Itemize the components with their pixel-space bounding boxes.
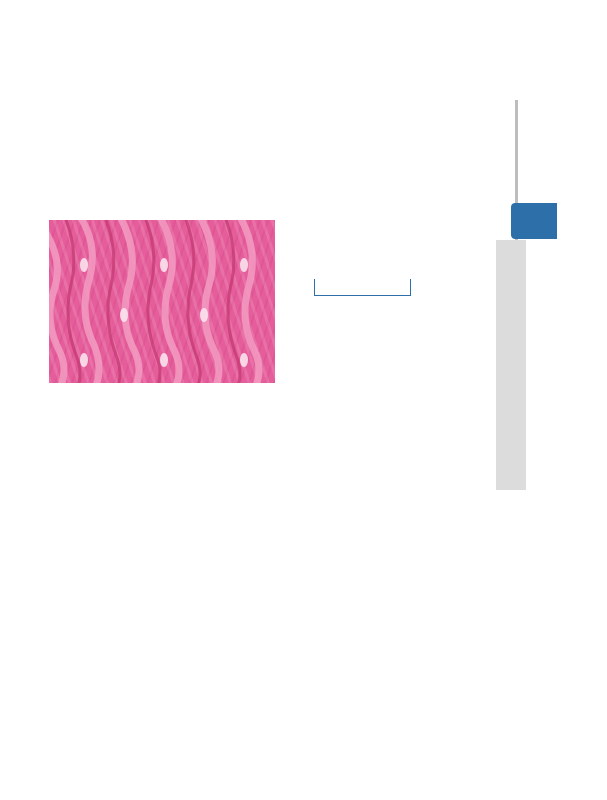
knit-sample-photo	[49, 220, 275, 383]
page-number	[511, 203, 557, 239]
section-label	[496, 240, 526, 490]
rapport-label	[314, 279, 411, 296]
